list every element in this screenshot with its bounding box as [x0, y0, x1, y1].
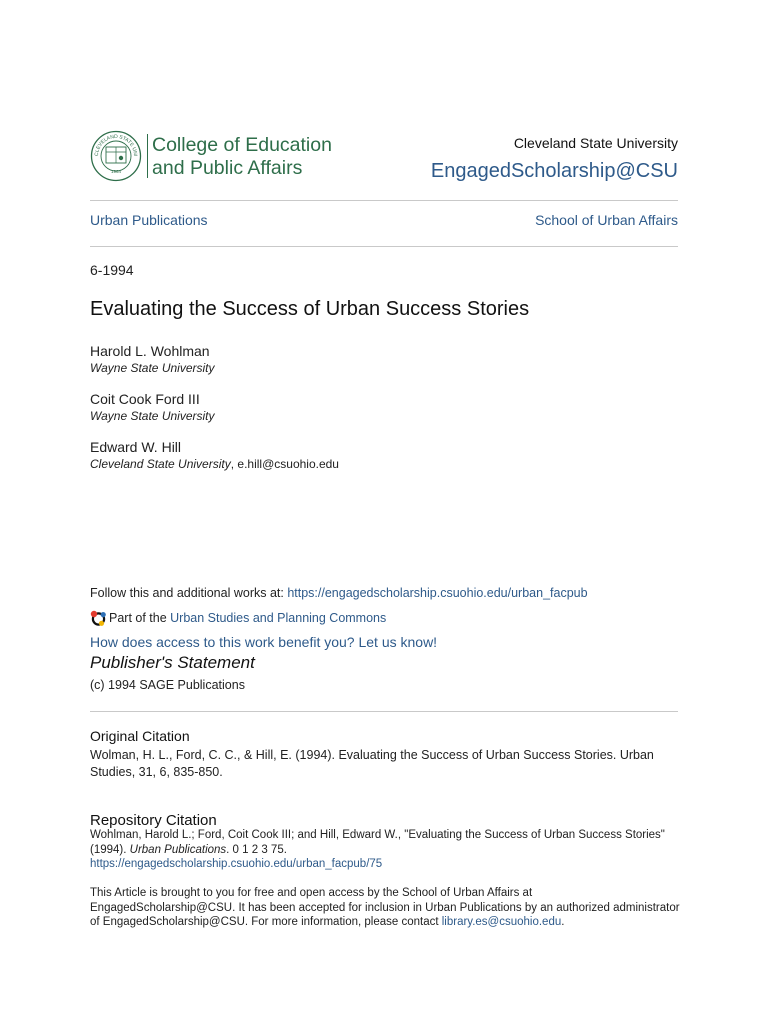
author-email: , e.hill@csuohio.edu	[230, 457, 339, 471]
publisher-statement-text: (c) 1994 SAGE Publications	[90, 678, 245, 692]
feedback-link[interactable]: How does access to this work benefit you? Let us know!	[90, 634, 438, 650]
seal-year: 1964	[110, 169, 122, 174]
college-name-line1: College of Education	[152, 134, 332, 156]
divider	[90, 711, 678, 712]
publisher-statement-heading: Publisher's Statement	[90, 653, 255, 672]
author-block	[90, 390, 678, 424]
follow-line: Follow this and additional works at: https://engagedscholarship.csuohio.edu/urban_facpub	[90, 586, 588, 600]
divider	[90, 246, 678, 247]
author-affiliation: Wayne State University	[90, 409, 215, 423]
author-affiliation: Cleveland State University, e.hill@csuohio.edu	[90, 457, 339, 471]
header-divider	[147, 134, 148, 178]
urban-publications-link[interactable]: Urban Publications	[90, 212, 208, 228]
author-name: Edward W. Hill	[90, 439, 182, 455]
university-block	[431, 134, 678, 186]
cover-page	[90, 0, 678, 1024]
repository-citation-text: Wohlman, Harold L.; Ford, Coit Cook III; and Hill, Edward W., "Evaluating the Success of Urban Success Stories" (1994). Urban Publications. 0 1 2 3 75. https://engagedscholarship.csuohio.edu/urban_facpub/75	[90, 828, 678, 872]
school-of-urban-affairs-link[interactable]: School of Urban Affairs	[535, 212, 678, 228]
contact-email-link[interactable]: library.es@csuohio.edu	[441, 916, 562, 928]
college-name-line2: and Public Affairs	[152, 157, 303, 179]
author-name: Harold L. Wohlman	[90, 343, 210, 359]
university-name: Cleveland State University	[513, 135, 678, 151]
repository-link[interactable]: EngagedScholarship@CSU	[430, 160, 678, 182]
repository-citation-heading: Repository Citation	[90, 812, 217, 829]
follow-url-link[interactable]: https://engagedscholarship.csuohio.edu/urban_facpub	[287, 586, 588, 600]
divider	[90, 200, 678, 201]
paper-title: Evaluating the Success of Urban Success Stories	[90, 298, 530, 320]
author-block	[90, 438, 678, 472]
publication-date: 6-1994	[90, 262, 134, 278]
original-citation-heading: Original Citation	[90, 728, 190, 744]
network-commons-icon	[90, 610, 107, 627]
original-citation-text: Wolman, H. L., Ford, C. C., & Hill, E. (1994). Evaluating the Success of Urban Success Stories. Urban Studies, 31, 6, 835-850.	[90, 748, 654, 779]
access-notice: This Article is brought to you for free and open access by the School of Urban Affairs at EngagedScholarship@CSU. It has been accepted for inclusion in Urban Publications by an authorized administrator of EngagedScholarship@CSU. For more information, please contact library.es@csuohio.edu.	[90, 887, 680, 928]
author-block	[90, 342, 678, 376]
author-affiliation: Wayne State University	[90, 361, 215, 375]
college-name	[152, 134, 412, 180]
header	[90, 128, 678, 188]
repository-url-link[interactable]: https://engagedscholarship.csuohio.edu/urban_facpub/75	[90, 858, 383, 870]
seal-text: CLEVELAND STATE UNI	[93, 133, 139, 157]
collection-nav	[90, 212, 678, 232]
commons-link[interactable]: Urban Studies and Planning Commons	[170, 610, 387, 625]
university-seal-icon	[90, 130, 142, 182]
author-name: Coit Cook Ford III	[90, 391, 200, 407]
part-of-line: Part of the Urban Studies and Planning Commons	[90, 610, 386, 630]
